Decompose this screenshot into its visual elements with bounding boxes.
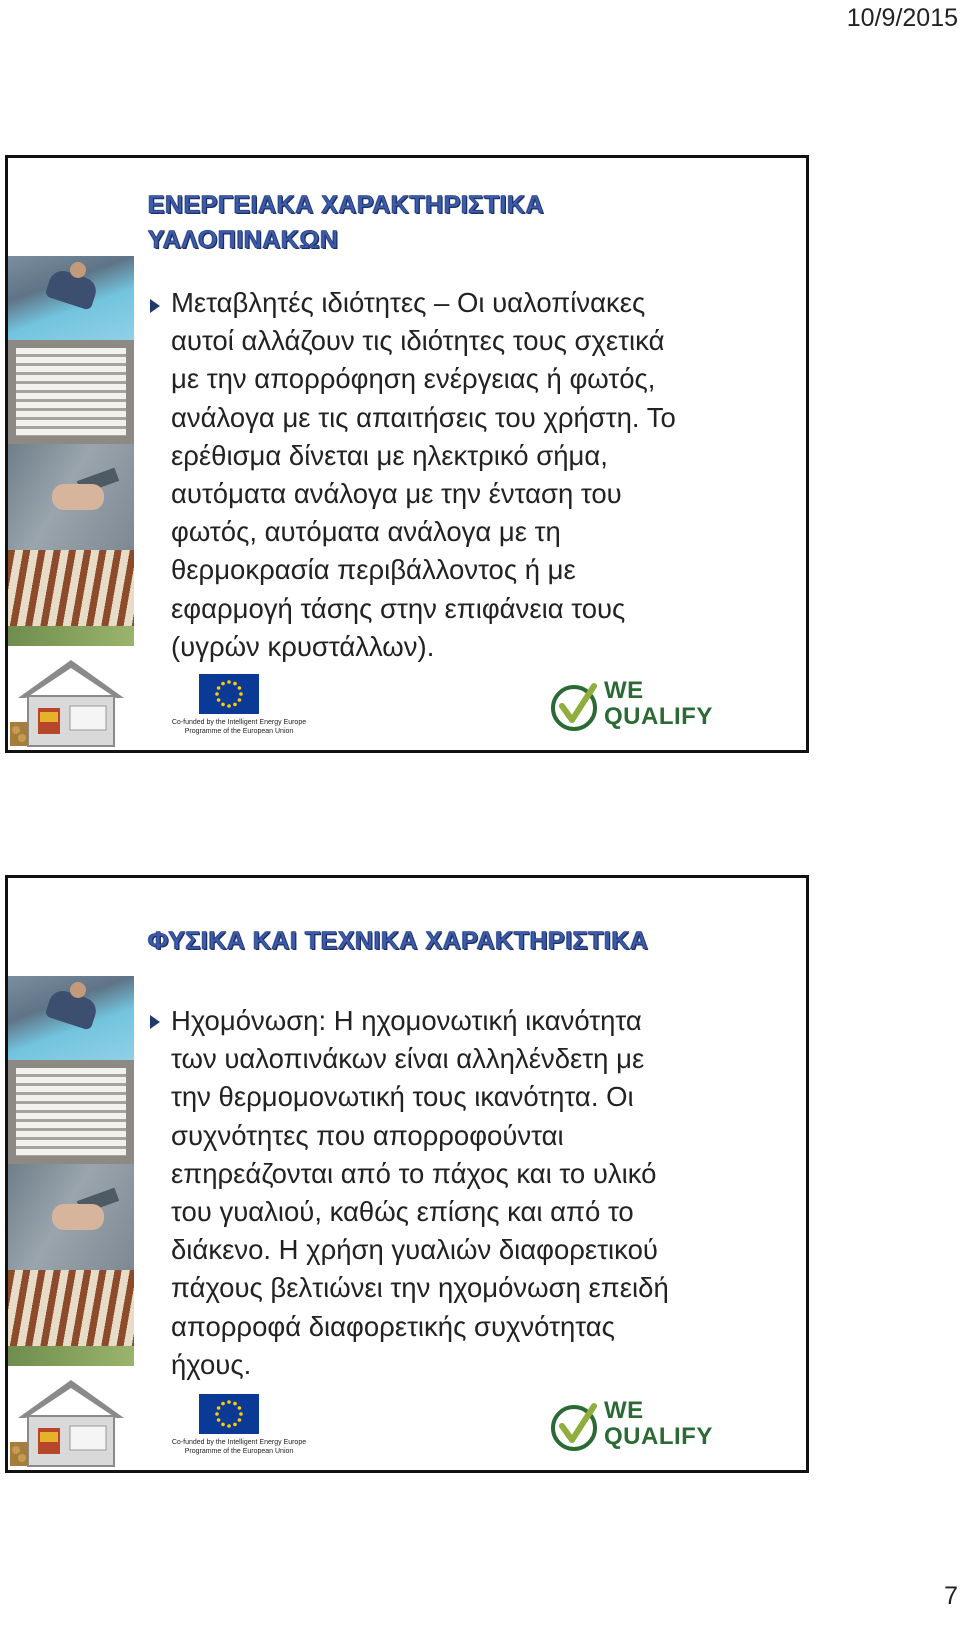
- eu-caption-line-1: Co-funded by the Intelligent Energy Europe: [171, 719, 307, 726]
- logo-we-text: WE: [604, 677, 644, 704]
- photo-strip: [8, 256, 134, 656]
- body-line: ερέθισμα δίνεται με ηλεκτρικό σήμα,: [171, 439, 608, 471]
- checkmark-circle-icon: [548, 1402, 600, 1454]
- slide-title: [148, 924, 649, 959]
- page-number: 7: [944, 1582, 958, 1610]
- photo-plastering: [8, 444, 134, 550]
- house-illustration: [10, 656, 132, 748]
- body-line: την θερμομονωτική τους ικανότητα. Οι: [171, 1081, 634, 1113]
- body-line: διάκενο. Η χρήση γυαλιών διαφορετικού: [171, 1234, 658, 1266]
- body-line: αυτόματα ανάλογα με την ένταση του: [171, 478, 622, 510]
- eu-funding-caption: [154, 1438, 324, 1456]
- logo-qualify-text: QUALIFY: [604, 1423, 713, 1450]
- body-line: φωτός, αυτόματα ανάλογα με τη: [171, 516, 561, 548]
- photo-strip: [8, 976, 134, 1376]
- eu-funding-block: [154, 674, 314, 746]
- slide-title-line-2: ΥΑΛΟΠΙΝΑΚΩΝ: [148, 226, 339, 254]
- eu-funding-caption: [154, 718, 324, 736]
- eu-caption-line-2: Programme of the European Union: [184, 1448, 294, 1455]
- body-line: με την απορρόφηση ενέργειας ή φωτός,: [171, 363, 656, 395]
- body-line: θερμοκρασία περιβάλλοντος ή με: [171, 554, 576, 586]
- eu-caption-line-2: Programme of the European Union: [184, 728, 294, 735]
- body-line: Μεταβλητές ιδιότητες – Οι υαλοπίνακες: [171, 287, 646, 318]
- logo-qualify-text: QUALIFY: [604, 703, 713, 730]
- photo-pergola: [8, 1270, 134, 1366]
- we-qualify-logo: [548, 1398, 718, 1458]
- body-line: ήχους.: [171, 1348, 252, 1380]
- photo-worker-insulation: [8, 256, 134, 340]
- slide-title-line-1: ΕΝΕΡΓΕΙΑΚΑ ΧΑΡΑΚΤΗΡΙΣΤΙΚΑ: [148, 191, 545, 219]
- body-line: ανάλογα με τις απαιτήσεις του χρήστη. Το: [171, 401, 676, 433]
- body-line: (υγρών κρυστάλλων).: [171, 630, 435, 662]
- we-qualify-logo: [548, 678, 718, 738]
- page-date: 10/9/2015: [846, 4, 958, 32]
- logo-we-text: WE: [604, 1397, 644, 1424]
- body-line: των υαλοπινάκων είναι αλληλένδετη με: [171, 1043, 645, 1075]
- body-line: αυτοί αλλάζουν τις ιδιότητες τους σχετικά: [171, 325, 665, 357]
- slide-2: [5, 875, 809, 1473]
- slide-body-text: [171, 284, 771, 666]
- photo-pergola: [8, 550, 134, 646]
- eu-flag-icon: [199, 1394, 259, 1434]
- photo-window-shutter: [8, 1060, 134, 1164]
- body-line: επηρεάζονται από το πάχος και το υλικό: [171, 1157, 657, 1189]
- slide-title-line-1: ΦΥΣΙΚΑ ΚΑΙ ΤΕΧΝΙΚΑ ΧΑΡΑΚΤΗΡΙΣΤΙΚΑ: [148, 927, 649, 955]
- slide-1: [5, 155, 809, 753]
- we-qualify-wordmark: [604, 678, 713, 730]
- eu-funding-block: [154, 1394, 314, 1466]
- slide-title: [148, 188, 544, 258]
- we-qualify-wordmark: [604, 1398, 713, 1450]
- checkmark-circle-icon: [548, 682, 600, 734]
- eu-flag-icon: [199, 674, 259, 714]
- body-line: πάχους βελτιώνει την ηχομόνωση επειδή: [171, 1272, 669, 1304]
- eu-caption-line-1: Co-funded by the Intelligent Energy Europe: [171, 1439, 307, 1446]
- slide-body-text: [171, 1002, 771, 1384]
- triangle-right-icon: [146, 1012, 164, 1032]
- body-line: συχνότητες που απορροφούνται: [171, 1119, 564, 1151]
- photo-worker-insulation: [8, 976, 134, 1060]
- house-illustration: [10, 1376, 132, 1468]
- photo-window-shutter: [8, 340, 134, 444]
- body-line: Ηχομόνωση: Η ηχομονωτική ικανότητα: [171, 1005, 642, 1036]
- body-line: του γυαλιού, καθώς επίσης και από το: [171, 1196, 634, 1228]
- photo-plastering: [8, 1164, 134, 1270]
- triangle-right-icon: [146, 296, 164, 316]
- body-line: εφαρμογή τάσης στην επιφάνεια τους: [171, 592, 626, 624]
- body-line: απορροφά διαφορετικής συχνότητας: [171, 1310, 615, 1342]
